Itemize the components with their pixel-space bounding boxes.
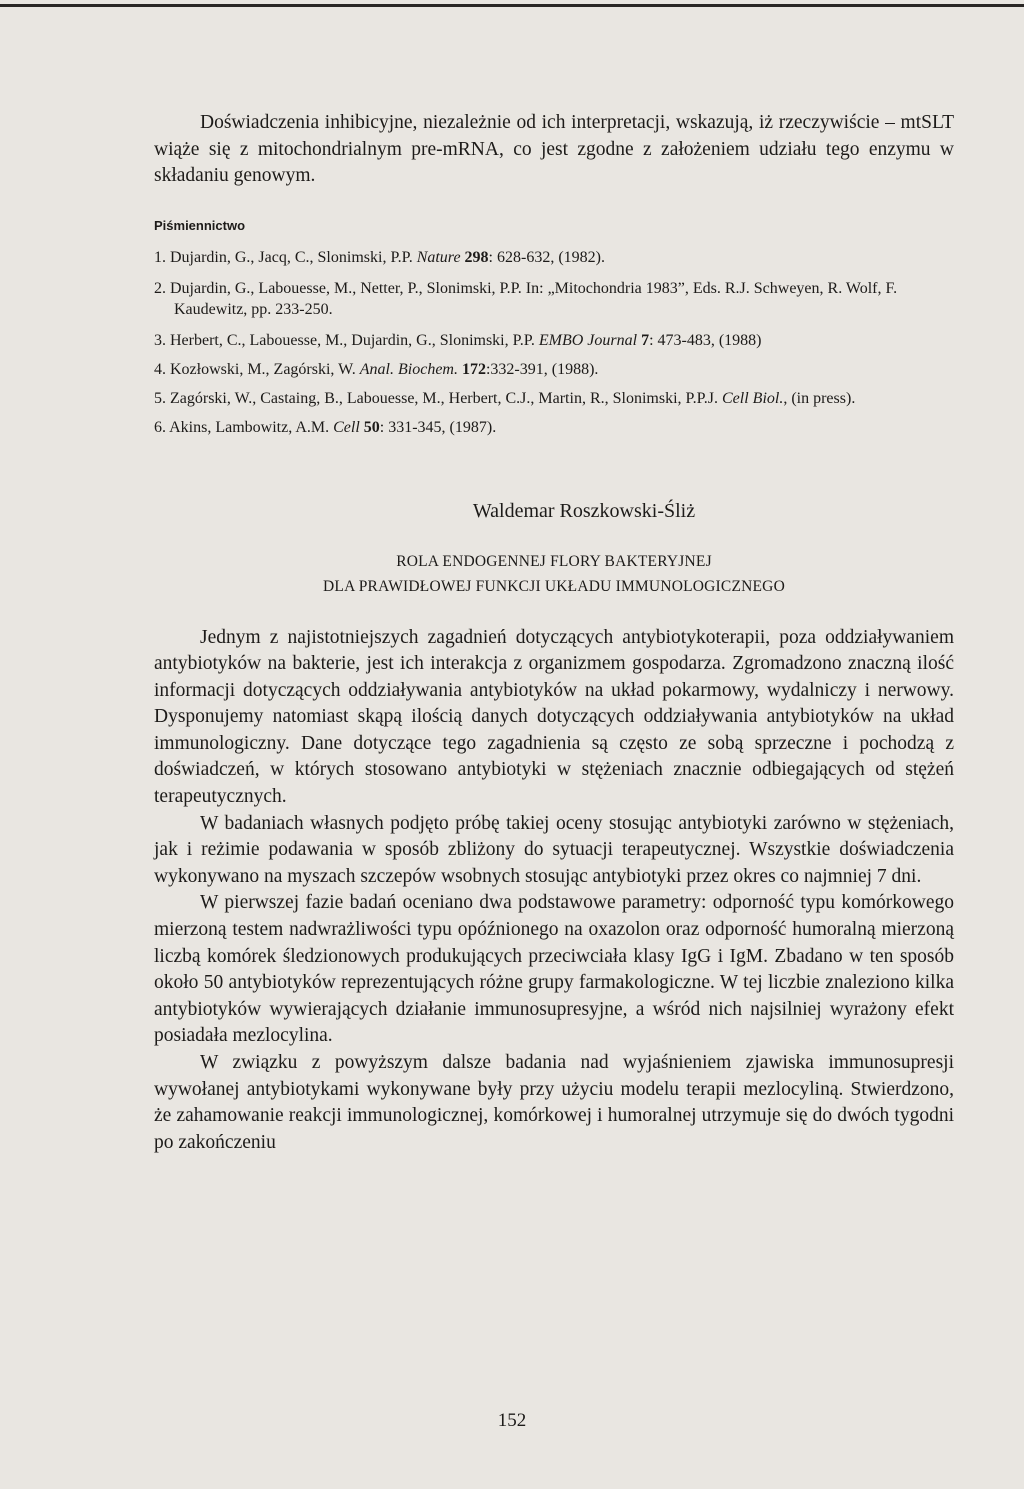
reference-item: 2. Dujardin, G., Labouesse, M., Netter, P., Slonimski, P.P. In: „Mitochondria 1983”, Eds. R.J. Schweyen, R. Wolf, F. Kaudewitz, pp. 233-250.	[154, 279, 898, 318]
top-border-line	[0, 4, 1024, 7]
article-title	[154, 549, 954, 599]
reference-item: 3. Herbert, C., Labouesse, M., Dujardin, G., Slonimski, P.P. EMBO Journal 7: 473-483, (1988)	[154, 331, 762, 349]
body-paragraph: W badaniach własnych podjęto próbę takiej oceny stosując antybiotyki zarówno w stężeniach, jak i reżimie podawania w sposób zbliżony do sytuacji terapeutycznej. Wszystkie doświadczenia wykonywano na myszach szczepów wsobnych stosując antybiotyki przez okres co najmniej 7 dni.	[154, 812, 954, 887]
article-author: Waldemar Roszkowski-Śliż	[472, 499, 696, 522]
reference-item: 5. Zagórski, W., Castaing, B., Labouesse, M., Herbert, C.J., Martin, R., Slonimski, P.P.J. Cell Biol., (in press).	[154, 389, 856, 407]
body-paragraph: Jednym z najistotniejszych zagadnień dotyczących antybiotykoterapii, poza oddziaływaniem antybiotyków na bakterie, jest ich interakcja z organizmem gospodarza. Zgromadzono znaczną ilość informacji dotyczących oddziaływania antybiotyków na układ pokarmowy, wydalniczy i nerwowy. Dysponujemy natomiast skąpą ilością danych dotyczących oddziaływania antybiotyków na układ immunologiczny. Dane dotyczące tego zagadnienia są często ze sobą sprzeczne i pochodzą z doświadczeń, w których stosowano antybiotyki w stężeniach znacznie odbiegających od stężeń terapeutycznych.	[154, 626, 954, 808]
references-list	[154, 247, 954, 438]
article-title-line-1: ROLA ENDOGENNEJ FLORY BAKTERYJNEJ	[396, 552, 712, 570]
page-content	[154, 100, 954, 1156]
reference-item: 4. Kozłowski, M., Zagórski, W. Anal. Biochem. 172:332-391, (1988).	[154, 360, 599, 378]
reference-item: 1. Dujardin, G., Jacq, C., Slonimski, P.P. Nature 298: 628-632, (1982).	[154, 248, 605, 266]
article-title-line-2: DLA PRAWIDŁOWEJ FUNKCJI UKŁADU IMMUNOLOGICZNEGO	[323, 577, 785, 595]
body-paragraph: W związku z powyższym dalsze badania nad wyjaśnieniem zjawiska immunosupresji wywołanej antybiotykami wykonywane były przy użyciu modelu terapii mezlocyliną. Stwierdzono, że zahamowanie reakcji immunologicznej, komórkowej i humoralnej utrzymuje się do dwóch tygodni po zakończeniu	[154, 1052, 954, 1153]
page-number: 152	[497, 1410, 527, 1431]
references-heading: Piśmiennictwo	[154, 217, 246, 233]
body-paragraph: W pierwszej fazie badań oceniano dwa podstawowe parametry: odporność typu komórkowego mierzoną testem nadwrażliwości typu opóźnionego na oxazolon oraz odporność humoralną mierzoną liczbą komórek śledzionowych produkujących przeciwciała klasy IgG i IgM. Zbadano w ten sposób około 50 antybiotyków reprezentujących różne grupy farmakologiczne. W tej liczbie znaleziono kilka antybiotyków wywierających działanie immunosupresyjne, a wśród nich najsilniej wyrażony efekt posiadała mezlocylina.	[154, 892, 954, 1047]
intro-paragraph: Doświadczenia inhibicyjne, niezależnie od ich interpretacji, wskazują, iż rzeczywiście – mtSLT wiąże się z mitochondrialnym pre-mRNA, co jest zgodne z założeniem udziału tego enzymu w składaniu genowym.	[154, 112, 954, 186]
reference-item: 6. Akins, Lambowitz, A.M. Cell 50: 331-345, (1987).	[154, 418, 497, 436]
